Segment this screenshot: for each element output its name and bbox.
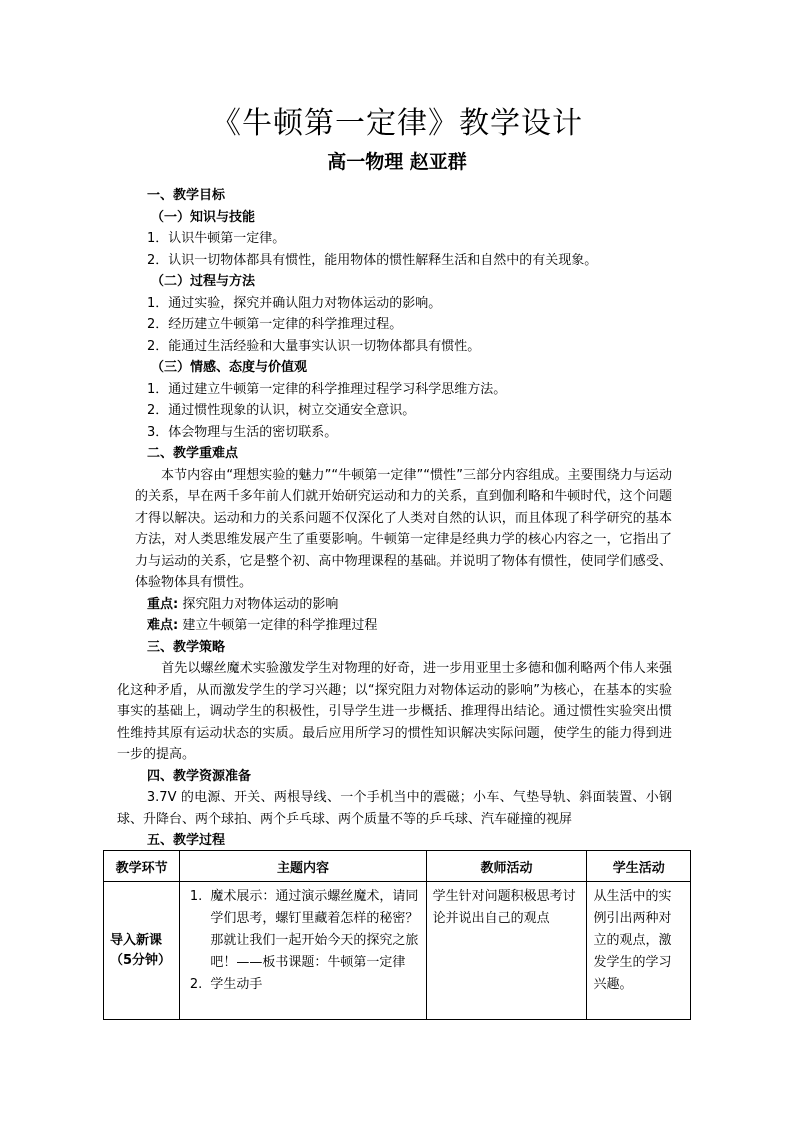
student-activity-cell: 从生活中的实例引出两种对立的观点，激发学生的学习兴趣。 (587, 882, 691, 1020)
list-item: 1．通过实验，探究并确认阻力对物体运动的影响。 (147, 295, 442, 311)
paragraph: 3.7V 的电源、开关、两根导线、一个手机当中的震磁；小车、气垫导轨、斜面装置、小钢球、升降台、两个球拍、两个乒乓球、两个质量不等的乒乓球、汽车碰撞的视屏 (117, 790, 672, 827)
difficulty-text: 建立牛顿第一定律的科学推理过程 (178, 618, 378, 633)
column-header: 学生活动 (587, 851, 691, 882)
key-point-label: 重点: (147, 596, 179, 612)
subsection-heading: （三）情感、态度与价值观 (151, 360, 308, 375)
stage-cell: 导入新课（5分钟） (104, 882, 180, 1020)
section-heading: 五、教学过程 (147, 833, 226, 848)
list-item: 2．认识一切物体都具有惯性，能用物体的惯性解释生活和自然中的有关现象。 (147, 252, 598, 268)
list-item: 1．通过建立牛顿第一定律的科学推理过程学习科学思维方法。 (147, 381, 507, 397)
list-item: 2．通过惯性现象的认识，树立交通安全意识。 (147, 403, 416, 418)
section-heading: 三、教学策略 (147, 639, 226, 655)
list-item: 2．经历建立牛顿第一定律的科学推理过程。 (147, 317, 403, 332)
paragraph: 本节内容由“理想实验的魅力”“牛顿第一定律”“惯性”三部分内容组成。主要围绕力与运动的关系，早在两千多年前人们就开始研究运动和力的关系，直到伽利略和牛顿时代，这个问题才得以解决。运动和力的关系问题不仅深化了人类对自然的认识，而且体现了科学研究的基本方法，对人类思维发展产生了重要影响。牛顿第一定律是经典力学的核心内容之一，它指出了力与运动的关系，它是整个初、高中物理课程的基础。并说明了物体有惯性，使同学们感受、体验物体具有惯性。 (135, 467, 672, 590)
list-item: 2．能通过生活经验和大量事实认识一切物体都具有惯性。 (147, 338, 481, 354)
topic-item: 2. 学生动手 (206, 974, 419, 996)
section-heading: 一、教学目标 (147, 188, 226, 203)
teaching-process-table (103, 850, 691, 1020)
section-heading: 四、教学资源准备 (147, 768, 252, 784)
column-header: 教师活动 (426, 851, 587, 882)
subsection-heading: （二）过程与方法 (151, 274, 256, 289)
topic-cell (180, 882, 426, 1020)
page-title: 《牛顿第一定律》教学设计 (211, 106, 583, 141)
topic-item: 1. 魔术展示：通过演示螺丝魔术，请同学们思考，螺钉里藏着怎样的秘密？那就让我们一起开始今天的探究之旅吧！——板书课题：牛顿第一定律 (206, 886, 419, 974)
teacher-activity-cell: 学生针对问题积极思考讨论并说出自己的观点 (426, 882, 587, 1020)
section-heading: 二、教学重难点 (147, 446, 239, 461)
table-row (104, 882, 691, 1020)
list-item: 3．体会物理与生活的密切联系。 (147, 424, 338, 440)
column-header: 教学环节 (104, 851, 180, 882)
subsection-heading: （一）知识与技能 (151, 209, 256, 225)
difficulty-label: 难点: (147, 618, 179, 633)
table-header-row (104, 851, 691, 882)
paragraph: 首先以螺丝魔术实验激发学生对物理的好奇，进一步用亚里士多德和伽利略两个伟人来强化这种矛盾，从而激发学生的学习兴趣；以“探究阻力对物体运动的影响”为核心，在基本的实验事实的基础上，调动学生的积极性，引导学生进一步概括、推理得出结论。通过惯性实验突出惯性维持其原有运动状态的实质。最后应用所学习的惯性知识解决实际问题，使学生的能力得到进一步的提高。 (117, 661, 672, 762)
key-point-text: 探究阻力对物体运动的影响 (178, 596, 339, 612)
document-body (117, 185, 672, 852)
list-item: 1．认识牛顿第一定律。 (147, 231, 286, 246)
page-subtitle: 高一物理 赵亚群 (327, 151, 467, 173)
column-header: 主题内容 (180, 851, 426, 882)
